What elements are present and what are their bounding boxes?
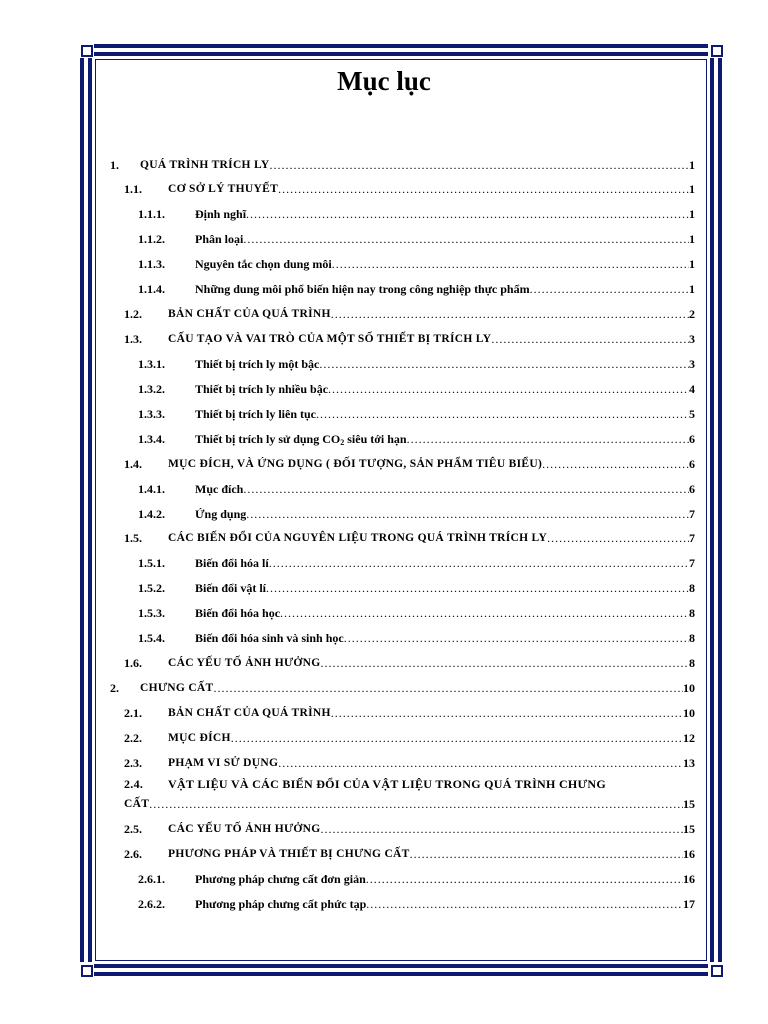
toc-title: CÁC YẾU TỐ ẢNH HƯỞNG bbox=[168, 657, 321, 669]
toc-page: 1 bbox=[689, 232, 695, 246]
toc-page: 15 bbox=[683, 822, 695, 836]
toc-leader bbox=[321, 656, 689, 670]
toc-number: 1.5.1. bbox=[138, 556, 165, 570]
toc-entry[interactable] bbox=[124, 702, 695, 720]
toc-leader bbox=[214, 681, 683, 695]
toc-page: 4 bbox=[689, 382, 695, 396]
toc-number: 1.1.2. bbox=[138, 232, 165, 246]
toc-entry[interactable] bbox=[138, 228, 695, 246]
toc-entry[interactable] bbox=[110, 154, 695, 172]
toc-title: Biến đổi hóa sinh và sinh học bbox=[195, 631, 344, 645]
toc-number: 2.6. bbox=[124, 847, 142, 861]
toc-page: 16 bbox=[683, 872, 695, 886]
toc-page: 8 bbox=[689, 581, 695, 595]
toc-number: 2.6.2. bbox=[138, 897, 165, 911]
toc-title: CÁC YẾU TỐ ẢNH HƯỞNG bbox=[168, 823, 321, 835]
subscript: 2 bbox=[340, 438, 345, 447]
toc-title: Nguyên tắc chọn dung môi bbox=[195, 257, 332, 271]
toc-title: Mục đích bbox=[195, 482, 244, 496]
toc-title: Những dung môi phổ biến hiện nay trong công nghiệp thực phẩm bbox=[195, 282, 530, 296]
toc-leader bbox=[280, 606, 689, 620]
toc-title: Thiết bị trích ly một bậc bbox=[195, 357, 320, 371]
toc-title: MỤC ĐÍCH bbox=[168, 732, 231, 744]
toc-number: 1.3.3. bbox=[138, 407, 165, 421]
toc-number: 1.4. bbox=[124, 457, 142, 471]
toc-entry[interactable] bbox=[124, 752, 695, 770]
toc-entry[interactable] bbox=[138, 893, 695, 911]
toc-page: 1 bbox=[689, 182, 695, 196]
toc-number: 2.2. bbox=[124, 731, 142, 745]
toc-title: CHƯNG CẤT bbox=[140, 682, 214, 694]
toc-number: 1.5.3. bbox=[138, 606, 165, 620]
toc-number: 1.3.1. bbox=[138, 357, 165, 371]
toc-page: 12 bbox=[683, 731, 695, 745]
toc-leader bbox=[410, 847, 683, 861]
toc-leader bbox=[149, 797, 683, 811]
toc-entry[interactable] bbox=[138, 353, 695, 371]
toc-entry[interactable] bbox=[124, 843, 695, 861]
toc-page: 7 bbox=[689, 507, 695, 521]
toc-title: Ứng dụng bbox=[195, 507, 247, 521]
toc-page: 1 bbox=[689, 257, 695, 271]
toc-title: Thiết bị trích ly nhiều bậc bbox=[195, 382, 329, 396]
corner-ornament bbox=[78, 42, 94, 58]
toc-page: 8 bbox=[689, 606, 695, 620]
toc-number: 1.1. bbox=[124, 182, 142, 196]
toc-page: 7 bbox=[689, 531, 695, 545]
toc-entry[interactable] bbox=[138, 602, 695, 620]
toc-entry[interactable] bbox=[124, 303, 695, 321]
toc-page: 1 bbox=[689, 282, 695, 296]
toc-page: 6 bbox=[689, 457, 695, 471]
toc-title: MỤC ĐÍCH, VÀ ỨNG DỤNG ( ĐỐI TƯỢNG, SẢN PHẨM TIÊU BIỂU) bbox=[168, 458, 543, 470]
toc-number: 1.3.4. bbox=[138, 432, 165, 446]
toc-title-part: Thiết bị trích ly sử dụng CO bbox=[195, 432, 341, 446]
toc-leader bbox=[407, 432, 689, 446]
toc-title: Phương pháp chưng cất phức tạp bbox=[195, 897, 367, 911]
toc-title: Biến đổi hóa lí bbox=[195, 556, 269, 570]
toc-leader bbox=[270, 158, 690, 172]
toc-title: Biến đổi vật lí bbox=[195, 581, 267, 595]
toc-leader bbox=[547, 531, 689, 545]
toc-entry[interactable] bbox=[138, 868, 695, 886]
toc-title: BẢN CHẤT CỦA QUÁ TRÌNH bbox=[168, 707, 331, 719]
toc-title: CẤU TẠO VÀ VAI TRÒ CỦA MỘT SỐ THIẾT BỊ TRÍCH LY bbox=[168, 333, 492, 345]
toc-title: BẢN CHẤT CỦA QUÁ TRÌNH bbox=[168, 308, 331, 320]
toc-leader bbox=[243, 232, 689, 246]
page-title: Mục lục bbox=[337, 66, 431, 96]
toc-page: 6 bbox=[689, 482, 695, 496]
toc-number: 2.1. bbox=[124, 706, 142, 720]
toc-number: 1.2. bbox=[124, 307, 142, 321]
toc-leader bbox=[278, 756, 683, 770]
toc-leader bbox=[246, 507, 689, 521]
toc-page: 3 bbox=[689, 332, 695, 346]
toc-leader bbox=[231, 731, 683, 745]
toc-page: 10 bbox=[683, 681, 695, 695]
toc-page: 8 bbox=[689, 631, 695, 645]
toc-entry[interactable] bbox=[138, 403, 695, 421]
corner-ornament bbox=[708, 42, 724, 58]
toc-entry-2-4-line2[interactable] bbox=[124, 793, 695, 811]
toc-number: 2.5. bbox=[124, 822, 142, 836]
toc-number: 2.4. bbox=[124, 777, 144, 791]
toc-leader bbox=[366, 897, 683, 911]
toc-title: CÁC BIẾN ĐỔI CỦA NGUYÊN LIỆU TRONG QUÁ TRÌNH TRÍCH LY bbox=[168, 532, 548, 544]
toc-leader bbox=[328, 382, 689, 396]
toc-number: 1.3. bbox=[124, 332, 142, 346]
toc-page: 7 bbox=[689, 556, 695, 570]
toc-entry[interactable] bbox=[138, 627, 695, 645]
toc-page: 3 bbox=[689, 357, 695, 371]
toc-leader bbox=[319, 357, 689, 371]
toc-entry[interactable] bbox=[124, 652, 695, 670]
toc-title-part: siêu tới hạn bbox=[344, 432, 407, 446]
toc-entry[interactable] bbox=[124, 178, 695, 196]
toc-title: VẬT LIỆU VÀ CÁC BIẾN ĐỔI CỦA VẬT LIỆU TRONG QUÁ TRÌNH CHƯNG bbox=[168, 777, 606, 791]
toc-page: 8 bbox=[689, 656, 695, 670]
toc-leader bbox=[331, 307, 689, 321]
toc-title: Phân loại bbox=[195, 232, 244, 246]
toc-entry[interactable] bbox=[124, 727, 695, 745]
toc-page: 16 bbox=[683, 847, 695, 861]
toc-entry[interactable] bbox=[138, 577, 695, 595]
toc-number: 1.1.3. bbox=[138, 257, 165, 271]
toc-number: 1.3.2. bbox=[138, 382, 165, 396]
toc-leader bbox=[366, 872, 683, 886]
toc-leader bbox=[542, 457, 689, 471]
toc-number: 2. bbox=[110, 681, 119, 695]
toc-title: Thiết bị trích ly liên tục bbox=[195, 407, 316, 421]
toc-title: PHẠM VI SỬ DỤNG bbox=[168, 757, 279, 769]
toc-number: 1.5.4. bbox=[138, 631, 165, 645]
toc-page: 1 bbox=[689, 158, 695, 172]
toc-number: 1.6. bbox=[124, 656, 142, 670]
toc-leader bbox=[530, 282, 689, 296]
toc-number: 1.4.1. bbox=[138, 482, 165, 496]
toc-title: CƠ SỞ LÝ THUYẾT bbox=[168, 183, 279, 195]
toc-title: PHƯƠNG PHÁP VÀ THIẾT BỊ CHƯNG CẤT bbox=[168, 848, 410, 860]
toc-number: 1.5.2. bbox=[138, 581, 165, 595]
toc-title: Định nghĩ bbox=[195, 207, 247, 221]
toc-entry[interactable] bbox=[138, 203, 695, 221]
toc-number: 1.5. bbox=[124, 531, 142, 545]
toc-number: 1.1.4. bbox=[138, 282, 165, 296]
toc-title bbox=[195, 432, 407, 446]
toc-number: 1.1.1. bbox=[138, 207, 165, 221]
toc-leader bbox=[278, 182, 689, 196]
toc-leader bbox=[344, 631, 689, 645]
toc-entry[interactable] bbox=[138, 478, 695, 496]
toc-leader bbox=[331, 706, 683, 720]
toc-entry[interactable] bbox=[124, 527, 695, 545]
toc-title: Biến đổi hóa học bbox=[195, 606, 281, 620]
toc-page: 17 bbox=[683, 897, 695, 911]
toc-entry-2-4-line1[interactable] bbox=[124, 777, 695, 792]
toc-number: 1.4.2. bbox=[138, 507, 165, 521]
toc-page: 13 bbox=[683, 756, 695, 770]
toc-number: 2.6.1. bbox=[138, 872, 165, 886]
toc-number: 2.3. bbox=[124, 756, 142, 770]
toc-entry[interactable] bbox=[124, 453, 695, 471]
corner-ornament bbox=[708, 962, 724, 978]
toc-leader bbox=[321, 822, 683, 836]
toc-entry[interactable] bbox=[138, 503, 695, 521]
toc-page: 5 bbox=[689, 407, 695, 421]
toc-leader bbox=[491, 332, 689, 346]
toc-leader bbox=[316, 407, 689, 421]
toc-leader bbox=[266, 581, 689, 595]
toc-entry[interactable] bbox=[138, 253, 695, 271]
toc-leader bbox=[332, 257, 689, 271]
toc-entry[interactable] bbox=[138, 552, 695, 570]
toc-page: 2 bbox=[689, 307, 695, 321]
toc-leader bbox=[243, 482, 689, 496]
toc-page: 10 bbox=[683, 706, 695, 720]
toc-title: QUÁ TRÌNH TRÍCH LY bbox=[140, 159, 270, 171]
toc-entry[interactable] bbox=[138, 278, 695, 296]
toc-entry[interactable] bbox=[138, 428, 695, 446]
corner-ornament bbox=[78, 962, 94, 978]
toc-entry[interactable] bbox=[124, 328, 695, 346]
toc-entry[interactable] bbox=[138, 378, 695, 396]
toc-number: 1. bbox=[110, 158, 119, 172]
toc-leader bbox=[269, 556, 689, 570]
toc-leader bbox=[246, 207, 689, 221]
toc-entry[interactable] bbox=[124, 818, 695, 836]
toc-page: 15 bbox=[683, 797, 695, 811]
toc-entry[interactable] bbox=[110, 677, 695, 695]
toc-title-continued: CẤT bbox=[124, 798, 150, 810]
toc-page: 6 bbox=[689, 432, 695, 446]
toc-title: Phương pháp chưng cất đơn giản bbox=[195, 872, 366, 886]
toc-page: 1 bbox=[689, 207, 695, 221]
